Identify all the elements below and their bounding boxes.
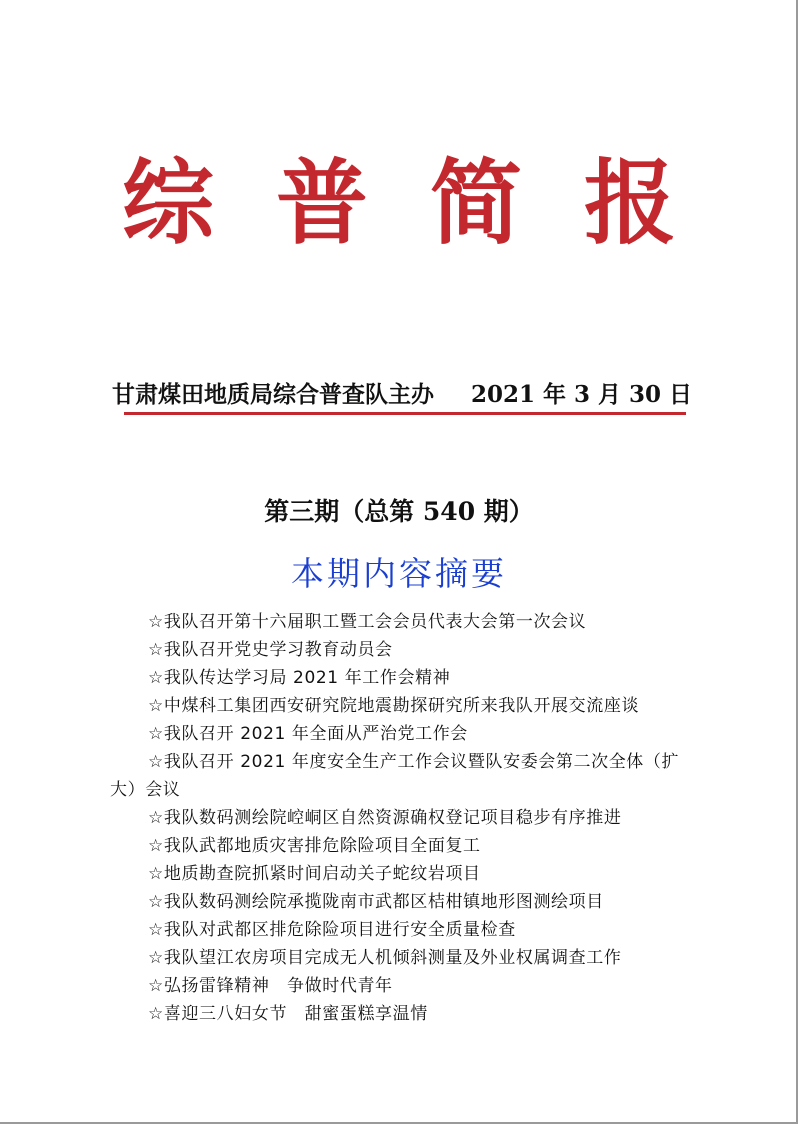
summary-item: ☆我队数码测绘院崆峒区自然资源确权登记项目稳步有序推进 [148,808,622,828]
summary-item: ☆我队望江农房项目完成无人机倾斜测量及外业权属调查工作 [148,948,622,968]
header-divider [124,412,686,415]
summary-item: ☆弘扬雷锋精神 争做时代青年 [148,976,393,996]
summary-item: ☆我队传达学习局 2021 年工作会精神 [148,668,451,688]
summary-item: ☆我队召开 2021 年全面从严治党工作会 [148,724,468,744]
summary-item: ☆我队召开党史学习教育动员会 [148,640,393,660]
summary-item: ☆我队数码测绘院承揽陇南市武都区桔柑镇地形图测绘项目 [148,892,604,912]
summary-item: ☆我队武都地质灾害排危除险项目全面复工 [148,836,481,856]
summary-item: ☆中煤科工集团西安研究院地震勘探研究所来我队开展交流座谈 [148,696,640,716]
summary-heading: 本期内容摘要 [291,554,507,593]
issue-number: 第三期（总第 540 期） [264,497,534,526]
summary-item: ☆我队召开第十六届职工暨工会会员代表大会第一次会议 [148,612,587,632]
summary-item: ☆我队对武都区排危除险项目进行安全质量检查 [148,920,516,940]
publisher: 甘肃煤田地质局综合普查队主办 [112,381,434,408]
publisher-line [112,376,692,409]
masthead-title: 综普简报 [121,149,738,257]
summary-item: ☆我队召开 2021 年度安全生产工作会议暨队安委会第二次全体（扩大）会议 [110,752,680,800]
issue-date: 2021 年 3 月 30 日 [470,381,692,408]
summary-list [110,608,690,1028]
summary-item: ☆喜迎三八妇女节 甜蜜蛋糕享温情 [148,1004,428,1024]
summary-item: ☆地质勘查院抓紧时间启动关子蛇纹岩项目 [148,864,481,884]
